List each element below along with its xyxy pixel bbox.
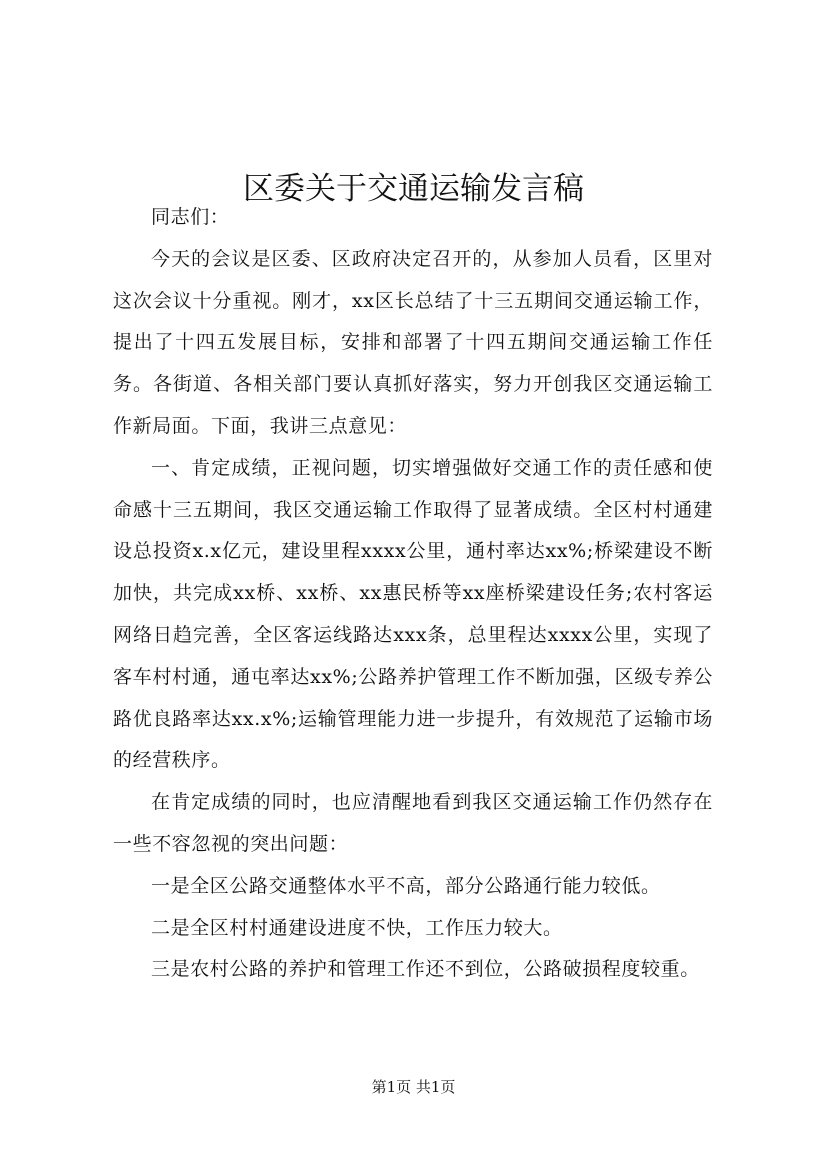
document-title: 区委关于交通运输发言稿: [243, 170, 584, 207]
problem-two-paragraph: 二是全区村村通建设进度不快，工作压力较大。: [151, 916, 563, 939]
problem-three-paragraph: 三是农村公路的养护和管理工作还不到位，公路破损程度较重。: [151, 958, 700, 981]
page-number-footer: 第1页 共1页: [371, 1078, 456, 1096]
problem-one-paragraph: 一是全区公路交通整体水平不高，部分公路通行能力较低。: [151, 874, 661, 897]
achievements-paragraph: 一、肯定成绩，正视问题，切实增强做好交通工作的责任感和使命感十三五期间，我区交通运输工作取得了显著成绩。全区村村通建设总投资x.x亿元，建设里程xxxx公里，通村率达xx%;桥梁建设不断加快，共完成xx桥、xx桥、xx惠民桥等xx座桥梁建设任务;农村客运网络日趋完善，全区客运线路达xxx条，总里程达xxxx公里，实现了客车村村通，通屯率达xx%;公路养护管理工作不断加强，区级专养公路优良路率达xx.x%;运输管理能力进一步提升，有效规范了运输市场的经营秩序。: [113, 456, 713, 772]
salutation-paragraph: 同志们：: [151, 206, 230, 228]
document-body: [113, 197, 713, 991]
intro-paragraph: 今天的会议是区委、区政府决定召开的，从参加人员看，区里对这次会议十分重视。刚才，xx区长总结了十三五期间交通运输工作，提出了十四五发展目标，安排和部署了十四五期间交通运输工作任务。各街道、各相关部门要认真抓好落实，努力开创我区交通运输工作新局面。下面，我讲三点意见：: [113, 247, 713, 437]
problems-intro-paragraph: 在肯定成绩的同时，也应清醒地看到我区交通运输工作仍然存在一些不容忽视的突出问题：: [113, 791, 713, 855]
